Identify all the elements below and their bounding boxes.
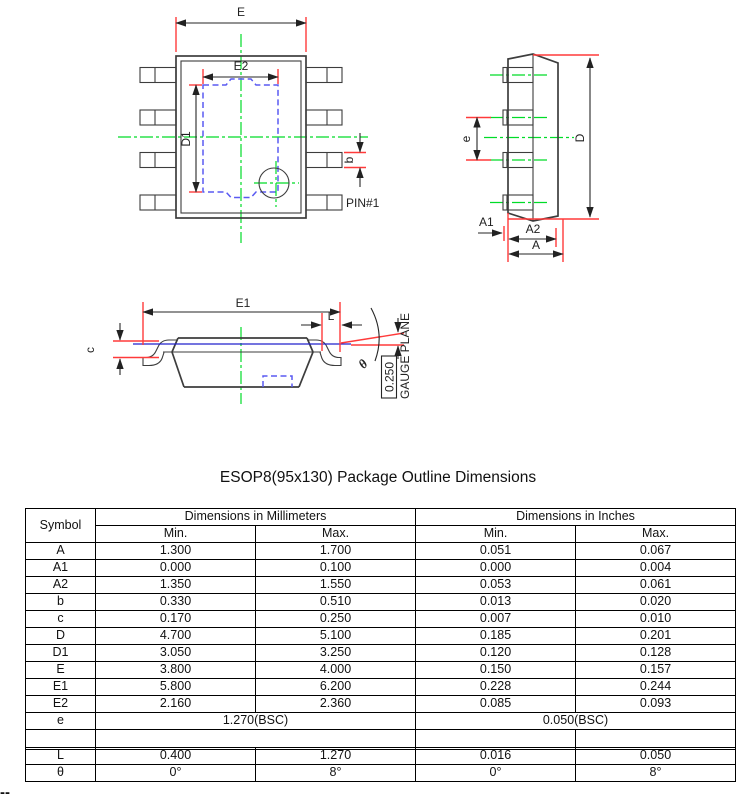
col-header-millimeters: Dimensions in Millimeters bbox=[96, 509, 416, 526]
cell-symbol: E2 bbox=[26, 696, 96, 713]
pin bbox=[140, 110, 176, 125]
cell-symbol: E1 bbox=[26, 679, 96, 696]
cell-symbol: D bbox=[26, 628, 96, 645]
pin bbox=[140, 153, 176, 168]
cell-in_min: 0.007 bbox=[416, 611, 576, 628]
col-header-mm-max: Max. bbox=[256, 526, 416, 543]
cell-mm_max: 1.550 bbox=[256, 577, 416, 594]
foot-angle-line bbox=[341, 333, 404, 343]
cell-in_min: 0.150 bbox=[416, 662, 576, 679]
col-header-symbol: Symbol bbox=[26, 509, 96, 543]
cell-symbol: A2 bbox=[26, 577, 96, 594]
cell-mm_max: 0.100 bbox=[256, 560, 416, 577]
pin bbox=[306, 110, 342, 125]
cell-symbol: A bbox=[26, 543, 96, 560]
dimensions-table-bottom-body bbox=[26, 748, 736, 782]
L-label: L bbox=[327, 309, 335, 323]
table-row bbox=[26, 594, 736, 611]
pin bbox=[306, 153, 342, 168]
cell-mm_min: 0.170 bbox=[96, 611, 256, 628]
cell-in_min: 0.085 bbox=[416, 696, 576, 713]
E2-label: E2 bbox=[233, 59, 249, 73]
pin bbox=[140, 195, 176, 210]
c-dimension bbox=[83, 323, 159, 375]
body-edge bbox=[172, 352, 184, 387]
cell-in_max: 0.020 bbox=[576, 594, 736, 611]
table-row bbox=[26, 543, 736, 560]
cell-mm_min: 4.700 bbox=[96, 628, 256, 645]
pin bbox=[306, 68, 342, 83]
cell-mm_min: 1.300 bbox=[96, 543, 256, 560]
pin1-label: PIN#1 bbox=[346, 196, 380, 210]
front-view-drawing bbox=[83, 296, 412, 404]
cell-mm_max: 0.510 bbox=[256, 594, 416, 611]
E-label: E bbox=[236, 5, 246, 19]
A1-dimension bbox=[478, 213, 508, 262]
cell-in_max: 0.050 bbox=[576, 748, 736, 765]
dimensions-table-body bbox=[26, 543, 736, 713]
cell-in_min: 0.228 bbox=[416, 679, 576, 696]
cell-in_min: 0° bbox=[416, 765, 576, 782]
D1-label: D1 bbox=[179, 131, 193, 147]
col-header-inches: Dimensions in Inches bbox=[416, 509, 736, 526]
cell-symbol: b bbox=[26, 594, 96, 611]
cell-mm_min: 0.330 bbox=[96, 594, 256, 611]
table-row bbox=[26, 696, 736, 713]
top-view-drawing bbox=[118, 5, 380, 243]
cell-symbol: L bbox=[26, 748, 96, 765]
cell-mm_max: 1.270 bbox=[256, 748, 416, 765]
table-row bbox=[26, 577, 736, 594]
A-label: A bbox=[531, 238, 541, 252]
cell-mm_min: 2.160 bbox=[96, 696, 256, 713]
b-dimension bbox=[342, 133, 366, 187]
cell-mm_min: 1.350 bbox=[96, 577, 256, 594]
cell-mm_min: 0° bbox=[96, 765, 256, 782]
dimensions-table bbox=[25, 508, 736, 750]
cell-in_max: 0.067 bbox=[576, 543, 736, 560]
cell-in_max: 0.010 bbox=[576, 611, 736, 628]
cell-in_max: 0.093 bbox=[576, 696, 736, 713]
cell-mm_min: 3.800 bbox=[96, 662, 256, 679]
table-header-row bbox=[26, 509, 736, 526]
table-subheader-row bbox=[26, 526, 736, 543]
gauge-plane-dimension bbox=[382, 313, 413, 399]
cell-in_min: 0.013 bbox=[416, 594, 576, 611]
e-label: e bbox=[459, 135, 473, 143]
page-title: ESOP8(95x130) Package Outline Dimensions bbox=[219, 469, 537, 486]
col-header-mm-min: Min. bbox=[96, 526, 256, 543]
cell-mm_max: 8° bbox=[256, 765, 416, 782]
pin bbox=[306, 195, 342, 210]
theta-dimension bbox=[341, 308, 404, 372]
b-label: b bbox=[342, 156, 356, 164]
cell-mm_max: 6.200 bbox=[256, 679, 416, 696]
col-header-in-min: Min. bbox=[416, 526, 576, 543]
table-row-e bbox=[26, 713, 736, 730]
angle-arc bbox=[371, 308, 379, 361]
gauge-offset-box bbox=[382, 356, 397, 398]
cell-symbol: A1 bbox=[26, 560, 96, 577]
A2-label: A2 bbox=[525, 222, 541, 236]
table-row bbox=[26, 560, 736, 577]
cell-in_max: 0.004 bbox=[576, 560, 736, 577]
cell-symbol: c bbox=[26, 611, 96, 628]
c-label: c bbox=[83, 347, 97, 353]
cell-symbol: e bbox=[26, 713, 96, 730]
package-body-front bbox=[163, 338, 321, 387]
cell-mm_min: 0.000 bbox=[96, 560, 256, 577]
cell-in_max: 0.128 bbox=[576, 645, 736, 662]
cell-in_max: 8° bbox=[576, 765, 736, 782]
cell-mm_min: 3.050 bbox=[96, 645, 256, 662]
cell-in_min: 0.016 bbox=[416, 748, 576, 765]
E1-label: E1 bbox=[235, 296, 251, 310]
right-pins bbox=[306, 68, 342, 211]
cell-mm_max: 3.250 bbox=[256, 645, 416, 662]
table-row bbox=[26, 628, 736, 645]
cell-in_max: 0.244 bbox=[576, 679, 736, 696]
cell-in_max: 0.061 bbox=[576, 577, 736, 594]
cell-symbol: D1 bbox=[26, 645, 96, 662]
table-row bbox=[26, 662, 736, 679]
exposed-pad-front bbox=[263, 376, 292, 387]
cell-mm_max: 1.700 bbox=[256, 543, 416, 560]
cell-mm_max: 2.360 bbox=[256, 696, 416, 713]
pin bbox=[140, 68, 176, 83]
side-view-drawing bbox=[459, 54, 599, 262]
col-header-in-max: Max. bbox=[576, 526, 736, 543]
table-row bbox=[26, 679, 736, 696]
cell-in_min: 0.185 bbox=[416, 628, 576, 645]
cell-in_min: 0.120 bbox=[416, 645, 576, 662]
gauge-offset-label: 0.250 bbox=[382, 361, 397, 393]
cell-mm_min: 5.800 bbox=[96, 679, 256, 696]
D-label: D bbox=[573, 133, 587, 143]
cell-mm_max: 5.100 bbox=[256, 628, 416, 645]
cell-mm-bsc: 1.270(BSC) bbox=[96, 713, 416, 730]
dimensions-table-bottom bbox=[25, 747, 736, 782]
table-row bbox=[26, 765, 736, 782]
footer-mark: -- bbox=[0, 784, 10, 801]
e-dimension bbox=[459, 118, 491, 161]
table-row bbox=[26, 611, 736, 628]
body-edge bbox=[299, 352, 313, 387]
cell-in_max: 0.201 bbox=[576, 628, 736, 645]
table-row bbox=[26, 645, 736, 662]
dimensions-table-extra bbox=[26, 713, 736, 750]
cell-mm_max: 4.000 bbox=[256, 662, 416, 679]
cell-in_min: 0.000 bbox=[416, 560, 576, 577]
cell-symbol: E bbox=[26, 662, 96, 679]
table-row bbox=[26, 748, 736, 765]
cell-symbol: θ bbox=[26, 765, 96, 782]
cell-in_min: 0.053 bbox=[416, 577, 576, 594]
gauge-plane-label: GAUGE PLANE bbox=[398, 312, 412, 400]
left-pins bbox=[140, 68, 176, 211]
D1-dimension bbox=[179, 85, 202, 192]
cell-mm_max: 0.250 bbox=[256, 611, 416, 628]
A1-label: A1 bbox=[479, 215, 494, 229]
cell-mm_min: 0.400 bbox=[96, 748, 256, 765]
theta-label: θ bbox=[355, 356, 371, 372]
cell-in_min: 0.051 bbox=[416, 543, 576, 560]
cell-in-bsc: 0.050(BSC) bbox=[416, 713, 736, 730]
cell-in_max: 0.157 bbox=[576, 662, 736, 679]
